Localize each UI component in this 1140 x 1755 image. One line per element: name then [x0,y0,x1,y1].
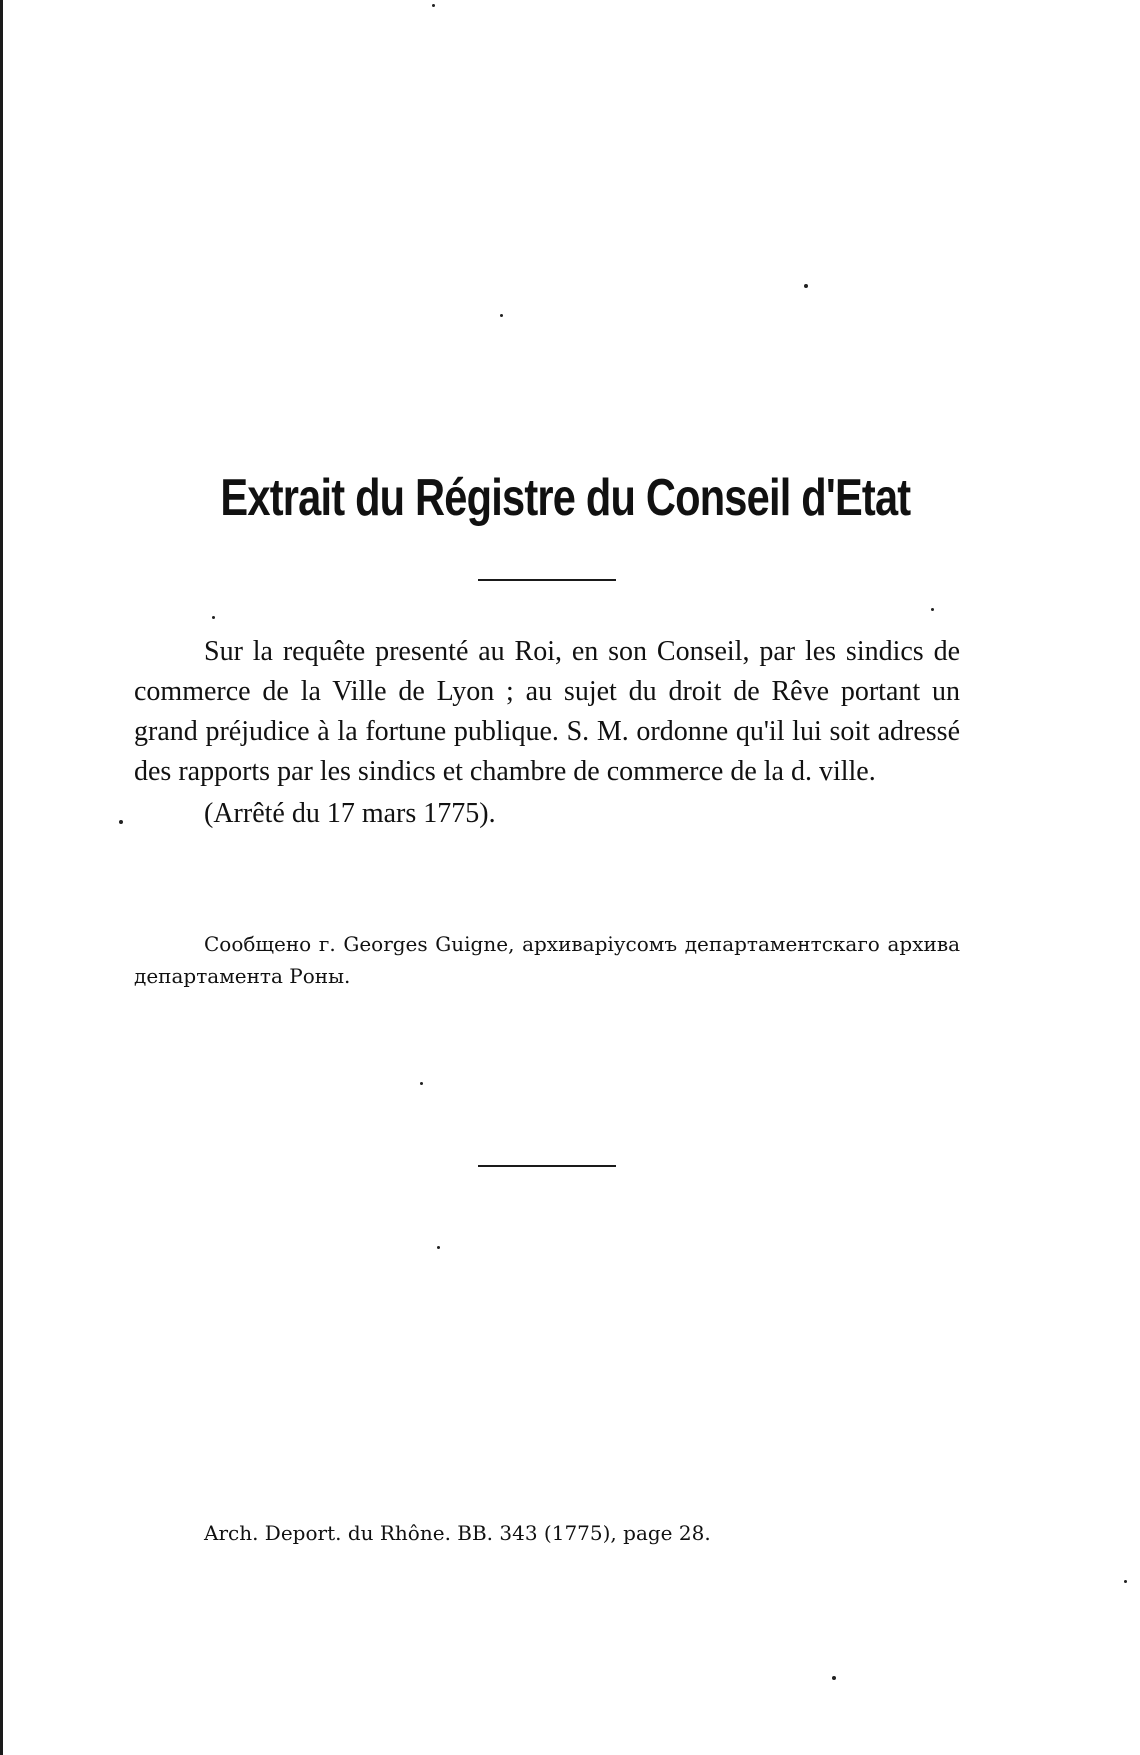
print-speck [804,284,808,288]
document-title: Extrait du Régistre du Conseil d'Etat [220,469,911,527]
section-divider [478,1165,616,1167]
body-paragraph: Sur la requête presenté au Roi, en son Conseil, par les sindics de commerce de la Ville de Lyon ; au sujet du droit de Rêve portant un grand préjudice à la fortune publique. S. M. ordonne qu'il lui soit adressé des rapports par les sindics et chambre de commerce de la d. ville. [134,636,960,787]
print-speck [432,4,435,7]
page-left-edge [0,0,3,1755]
print-speck [212,616,215,619]
title-divider [478,579,616,581]
print-speck [437,1246,440,1249]
document-body [134,632,960,834]
print-speck [119,820,123,824]
archive-source: Arch. Deport. du Rhône. BB. 343 (1775), page 28. [204,1521,711,1545]
print-speck [500,314,503,317]
print-speck [931,608,934,611]
arrete-line: (Arrêté du 17 mars 1775). [204,798,496,829]
credit-note: Сообщено г. Georges Guigne, архиваріусомъ департаментскаго архива департамента Роны. [134,932,960,988]
print-speck [1124,1580,1127,1583]
print-speck [420,1082,423,1085]
print-speck [832,1676,836,1680]
